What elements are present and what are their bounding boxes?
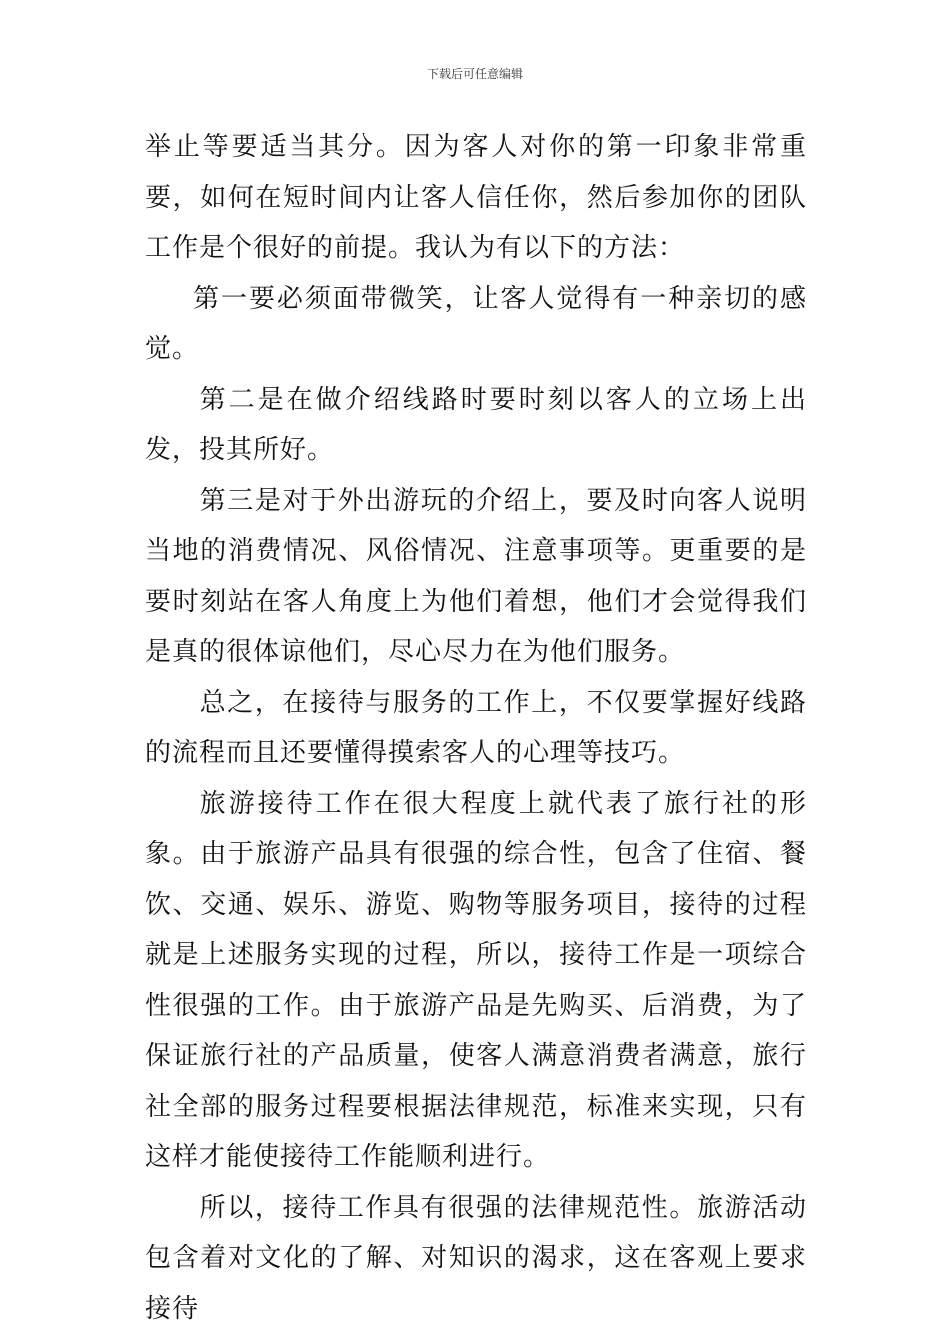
paragraph-3: 第二是在做介绍线路时要时刻以客人的立场上出发，投其所好。: [145, 384, 807, 465]
paragraph-1: 举止等要适当其分。因为客人对你的第一印象非常重要，如何在短时间内让客人信任你，然后参加你的团队工作是个很好的前提。我认为有以下的方法：: [145, 132, 807, 263]
paragraph-7: 所以，接待工作具有很强的法律规范性。旅游活动包含着对文化的了解、对知识的渴求，这在客观上要求接待: [145, 1192, 807, 1324]
paragraph-6: 旅游接待工作在很大程度上就代表了旅行社的形象。由于旅游产品具有很强的综合性，包含了住宿、餐饮、交通、娱乐、游览、购物等服务项目，接待的过程就是上述服务实现的过程，所以，接待工作是一项综合性很强的工作。由于旅游产品是先购买、后消费，为了保证旅行社的产品质量，使客人满意消费者满意，旅行社全部的服务过程要根据法律规范，标准来实现，只有这样才能使接待工作能顺利进行。: [145, 788, 807, 1172]
paragraph-4: 第三是对于外出游玩的介绍上，要及时向客人说明当地的消费情况、风俗情况、注意事项等。更重要的是要时刻站在客人角度上为他们着想，他们才会觉得我们是真的很体谅他们，尽心尽力在为他们服务。: [145, 485, 807, 667]
paragraph-5: 总之，在接待与服务的工作上，不仅要掌握好线路的流程而且还要懂得摸索客人的心理等技巧。: [145, 687, 807, 768]
page-header: 下载后可任意编辑: [426, 67, 523, 81]
document-body: [145, 122, 807, 1334]
paragraph-2: 第一要必须面带微笑，让客人觉得有一种亲切的感觉。: [145, 283, 807, 364]
